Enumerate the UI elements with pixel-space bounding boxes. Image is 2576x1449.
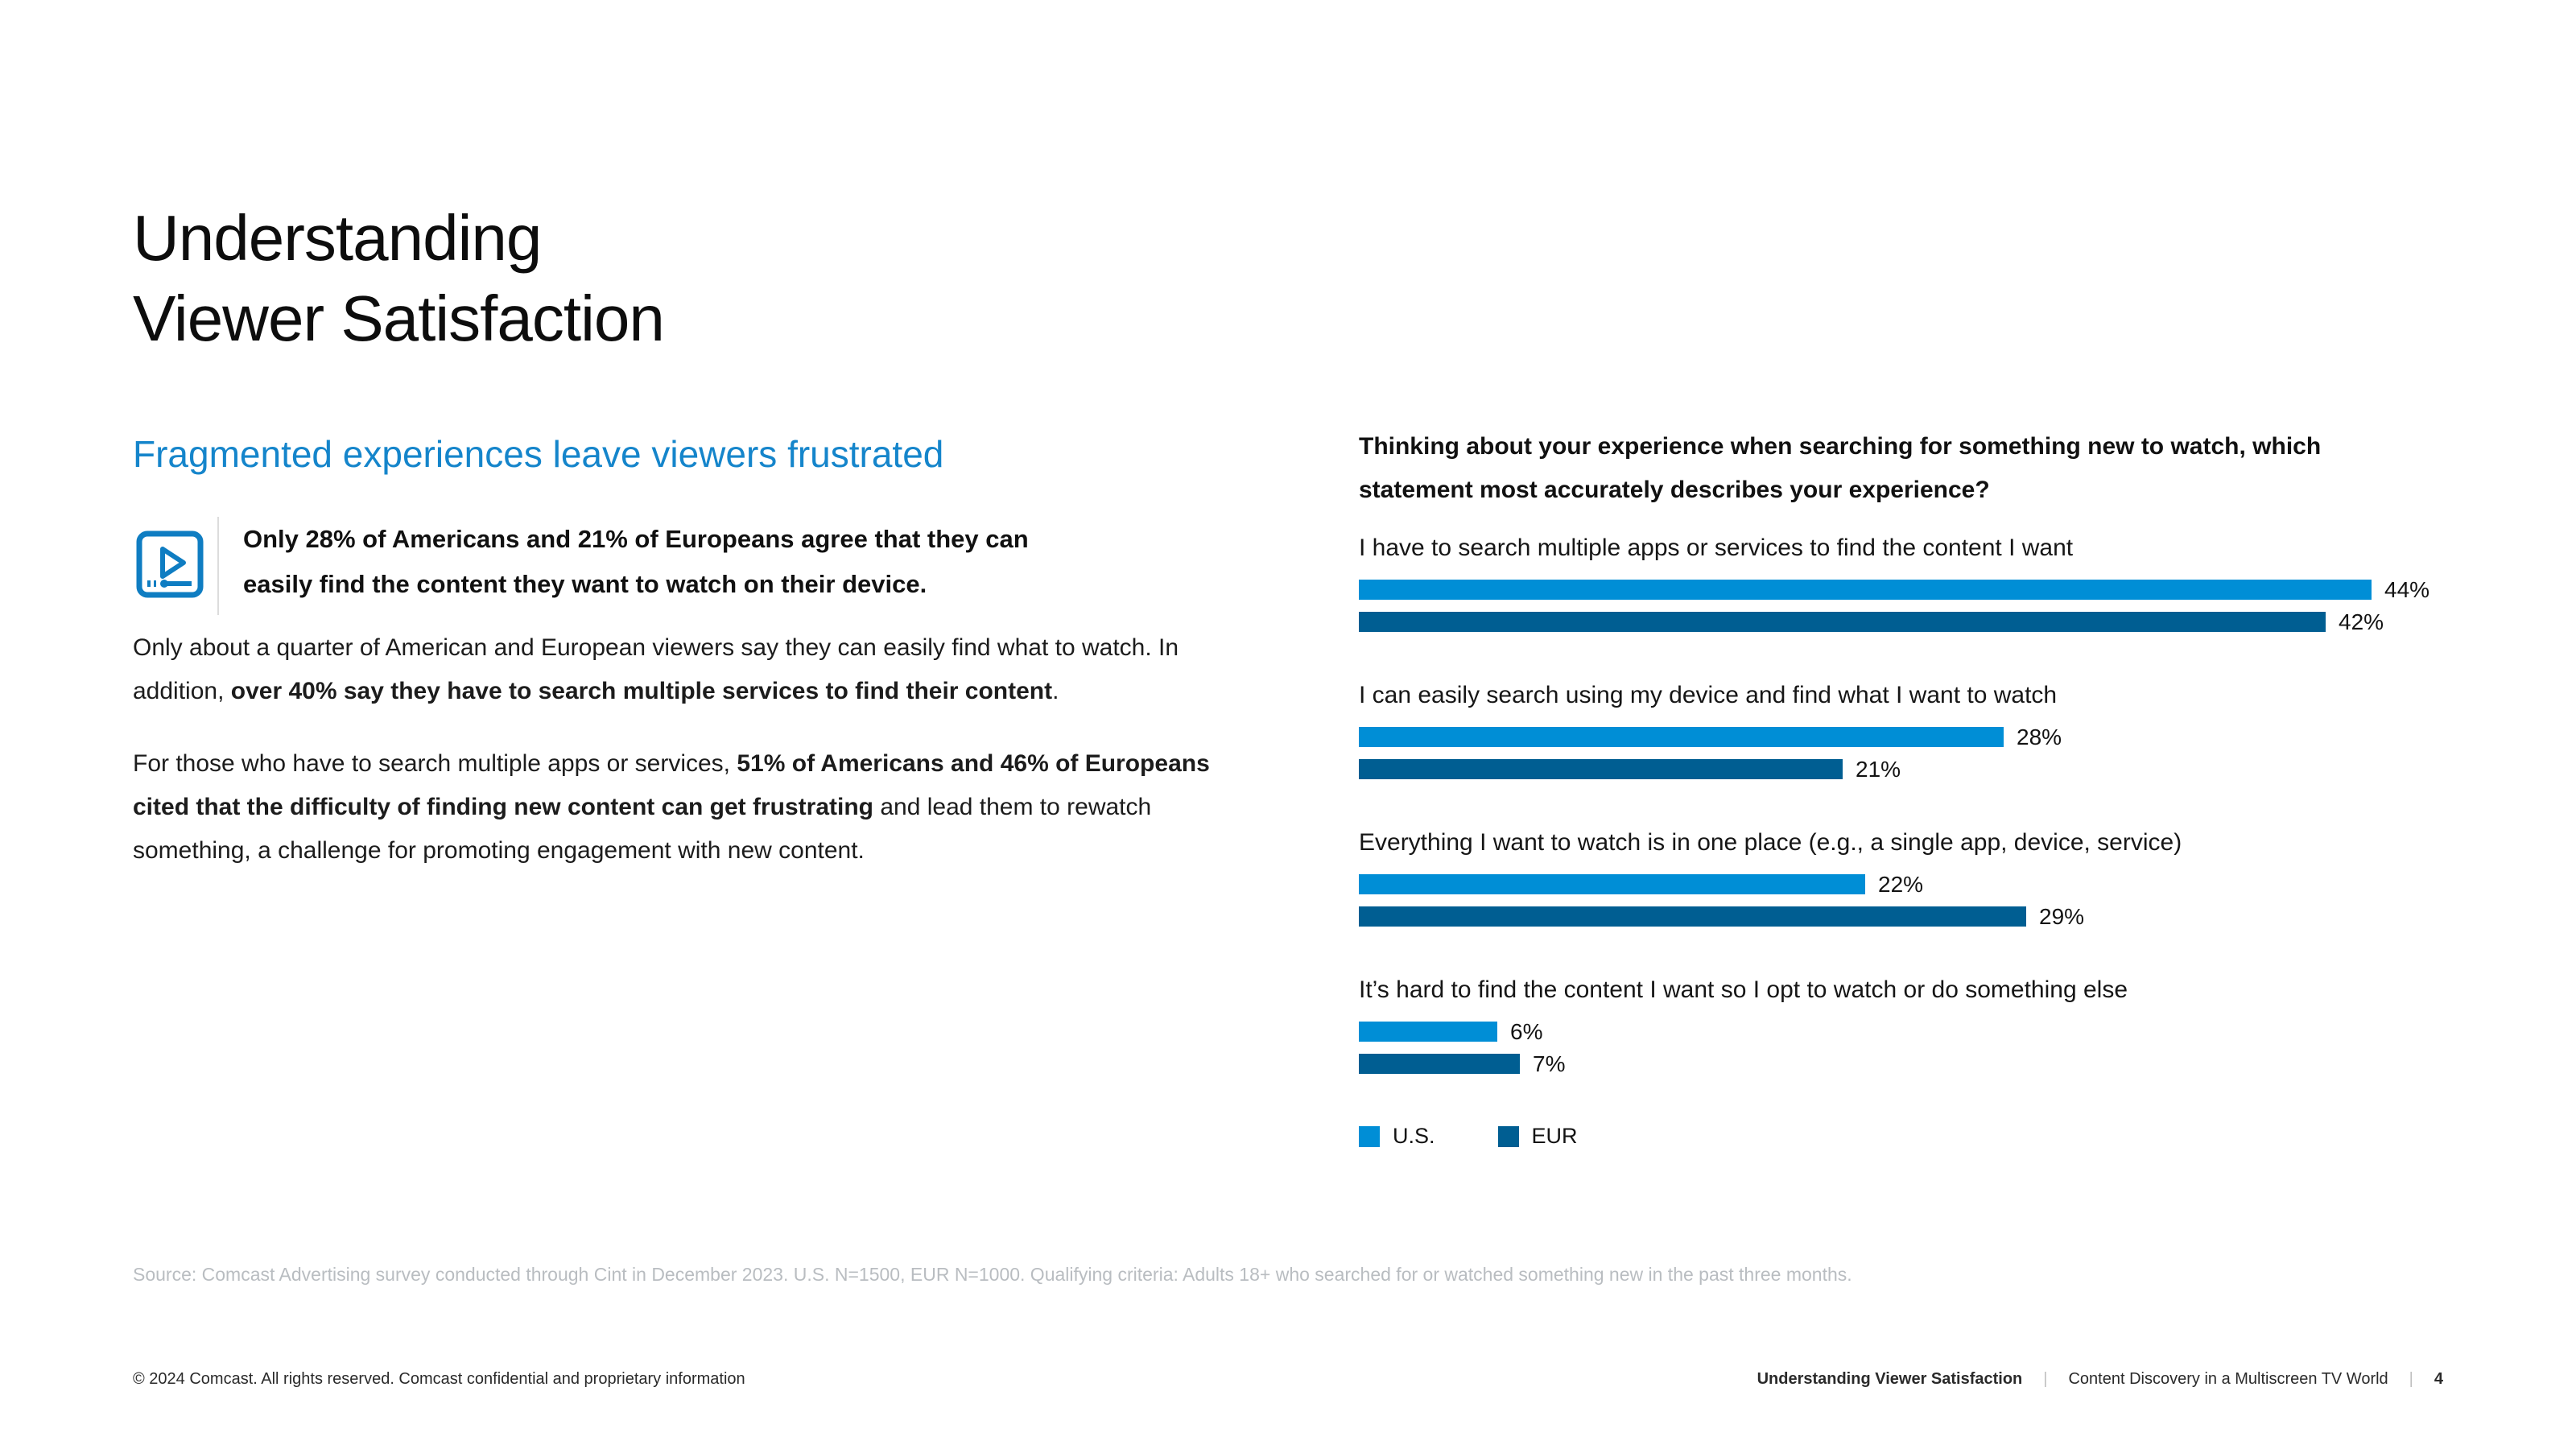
- category-label-3: Everything I want to watch is in one place (e.g., a single app, device, service): [1359, 829, 2182, 856]
- footer-doc-title: Content Discovery in a Multiscreen TV World: [2068, 1370, 2388, 1388]
- bar-row-us-1: [1359, 576, 2558, 602]
- legend-swatch-us: [1359, 1126, 1380, 1147]
- bar-row-eur-2: [1359, 756, 2558, 782]
- bar-us-2: [1359, 727, 2004, 747]
- bar-us-1: [1359, 580, 2372, 600]
- chart-question: Thinking about your experience when searching for something new to watch, which statement most accurately describes your experience?: [1359, 433, 2322, 503]
- legend-swatch-eur: [1498, 1126, 1519, 1147]
- page-title-line2: Viewer Satisfaction: [133, 283, 664, 354]
- chart-group-4: [1359, 976, 2558, 1074]
- bar-row-us-4: [1359, 1018, 2558, 1044]
- video-player-icon: [135, 530, 204, 599]
- footer-meta: [1757, 1370, 2443, 1389]
- chart-group-3: [1359, 829, 2558, 927]
- bar-value-eur-3: 29%: [2039, 903, 2085, 929]
- bar-row-eur-1: [1359, 609, 2558, 634]
- footer-copyright: © 2024 Comcast. All rights reserved. Comcast confidential and proprietary information: [133, 1370, 745, 1388]
- footer-section-title: Understanding Viewer Satisfaction: [1757, 1370, 2023, 1388]
- category-label-4: It’s hard to find the content I want so I opt to watch or do something else: [1359, 976, 2128, 1003]
- callout-text: Only 28% of Americans and 21% of Europeans agree that they can easily find the content they want to watch on their device.: [243, 525, 1029, 598]
- body-paragraph-2: For those who have to search multiple apps or services, 51% of Americans and 46% of Europeans cited that the difficulty of finding new content can get frustrating and lead them to rewatch something, a challenge for promoting engagement with new content.: [133, 750, 1210, 864]
- callout-divider: [217, 517, 219, 615]
- legend-item-us: [1359, 1124, 1435, 1149]
- footer-separator-2: |: [2409, 1370, 2413, 1388]
- page-title-line1: Understanding: [133, 202, 542, 274]
- key-stat-callout: [135, 517, 1044, 615]
- chart-legend: [1359, 1124, 2558, 1149]
- bar-value-eur-4: 7%: [1533, 1051, 1566, 1076]
- bar-value-eur-1: 42%: [2339, 609, 2384, 634]
- bar-row-eur-3: [1359, 903, 2558, 929]
- legend-item-eur: [1498, 1124, 1578, 1149]
- bar-value-us-3: 22%: [1878, 871, 1924, 897]
- bar-value-us-1: 44%: [2384, 576, 2430, 602]
- bar-us-3: [1359, 874, 1865, 894]
- bar-row-eur-4: [1359, 1051, 2558, 1076]
- bar-row-us-3: [1359, 871, 2558, 897]
- section-subheading: Fragmented experiences leave viewers frustrated: [133, 433, 944, 475]
- bar-value-eur-2: 21%: [1856, 756, 1901, 782]
- chart-group-2: [1359, 682, 2558, 782]
- bar-row-us-2: [1359, 724, 2558, 749]
- legend-label-eur: EUR: [1531, 1124, 1578, 1148]
- footer-separator-1: |: [2043, 1370, 2048, 1388]
- chart-group-1: [1359, 535, 2558, 632]
- survey-bar-chart: [1359, 425, 2558, 1149]
- body-paragraph-1: Only about a quarter of American and European viewers say they can easily find what to watch. In addition, over 40% say they have to search multiple services to find their content.: [133, 634, 1179, 704]
- bar-eur-1: [1359, 612, 2326, 632]
- category-label-1: I have to search multiple apps or services to find the content I want: [1359, 535, 2074, 561]
- bar-value-us-2: 28%: [2017, 724, 2062, 749]
- category-label-2: I can easily search using my device and find what I want to watch: [1359, 682, 2058, 708]
- legend-label-us: U.S.: [1393, 1124, 1435, 1148]
- page-title: [133, 198, 664, 359]
- bar-eur-3: [1359, 906, 2026, 927]
- bar-eur-2: [1359, 759, 1843, 779]
- bar-eur-4: [1359, 1054, 1520, 1074]
- bar-value-us-4: 6%: [1510, 1018, 1543, 1044]
- footer-page-number: 4: [2434, 1370, 2443, 1388]
- source-note: Source: Comcast Advertising survey conducted through Cint in December 2023. U.S. N=1500, EUR N=1000. Qualifying criteria: Adults 18+ who searched for or watched something new in the past three months.: [133, 1264, 1852, 1285]
- bar-us-4: [1359, 1022, 1497, 1042]
